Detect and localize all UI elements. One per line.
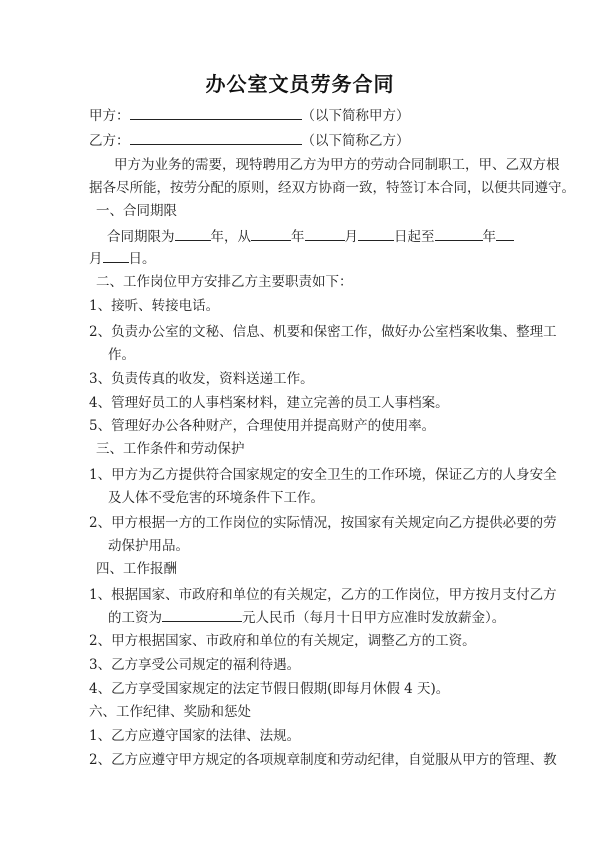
term-text-4: 月 bbox=[344, 229, 358, 245]
term-text-2: 年，从 bbox=[210, 229, 251, 245]
term-years-field[interactable] bbox=[175, 226, 211, 241]
condition-item-1-line-2: 及人体不受危害的环境条件下工作。 bbox=[108, 490, 324, 506]
intro-line-1: 甲方为业务的需要，现特聘用乙方为甲方的劳动合同制职工，甲、乙双方根 bbox=[114, 157, 560, 173]
pay-item-4: 4、乙方享受国家规定的法定节假日假期(即每月休假 4 天)。 bbox=[89, 681, 450, 697]
discipline-item-2: 2、乙方应遵守甲方规定的各项规章制度和劳动纪律，自觉服从甲方的管理、教 bbox=[89, 752, 557, 768]
document-title: 办公室文员劳务合同 bbox=[205, 72, 395, 96]
discipline-item-1: 1、乙方应遵守国家的法律、法规。 bbox=[89, 728, 301, 744]
duty-item-3: 3、负责传真的收发，资料送递工作。 bbox=[89, 371, 314, 387]
party-a-note: （以下简称甲方） bbox=[301, 108, 410, 124]
term-text-5: 日起至 bbox=[394, 229, 435, 245]
intro-line-2: 据各尽所能，按劳分配的原则，经双方协商一致，特签订本合同，以便共同遵守。 bbox=[89, 180, 575, 196]
duty-item-4: 4、管理好员工的人事档案材料，建立完善的员工人事档案。 bbox=[89, 395, 449, 411]
term-text-8: 日。 bbox=[128, 251, 156, 267]
contract-term-line-2 bbox=[89, 248, 156, 269]
term-text-1: 合同期限为 bbox=[107, 229, 175, 245]
pay-item-1-line-2 bbox=[108, 607, 505, 628]
start-year-field[interactable] bbox=[251, 226, 291, 241]
party-b-note: （以下简称乙方） bbox=[301, 133, 410, 149]
duty-item-5: 5、管理好办公各种财产，合理使用并提高财产的使用率。 bbox=[89, 418, 436, 434]
section-2-heading: 二、工作岗位甲方安排乙方主要职责如下： bbox=[96, 274, 353, 290]
condition-item-1-line-1: 1、甲方为乙方提供符合国家规定的安全卫生的工作环境，保证乙方的人身安全 bbox=[89, 467, 557, 483]
duty-item-2-line-1: 2、负责办公室的文秘、信息、机要和保密工作，做好办公室档案收集、整理工 bbox=[89, 324, 557, 340]
party-a-line bbox=[89, 105, 410, 126]
end-month-field-part[interactable] bbox=[496, 226, 514, 241]
end-day-field[interactable] bbox=[103, 248, 129, 263]
start-day-field[interactable] bbox=[358, 226, 394, 241]
condition-item-2-line-1: 2、甲方根据一方的工作岗位的实际情况，按国家有关规定向乙方提供必要的劳 bbox=[89, 515, 557, 531]
section-3-heading: 三、工作条件和劳动保护 bbox=[96, 441, 245, 457]
pay-item-1-line-1: 1、根据国家、市政府和单位的有关规定，乙方的工作岗位，甲方按月支付乙方 bbox=[89, 587, 557, 603]
salary-amount-field[interactable] bbox=[162, 607, 242, 622]
term-text-6: 年 bbox=[482, 229, 496, 245]
section-6-heading: 六、工作纪律、奖励和惩处 bbox=[89, 704, 251, 720]
condition-item-2-line-2: 动保护用品。 bbox=[108, 538, 189, 554]
duty-item-1: 1、接听、转接电话。 bbox=[89, 298, 220, 314]
party-a-name-field[interactable] bbox=[130, 105, 302, 120]
party-b-line bbox=[89, 130, 410, 151]
party-a-label: 甲方： bbox=[89, 108, 130, 124]
contract-term-line bbox=[107, 226, 514, 247]
start-month-field[interactable] bbox=[305, 226, 345, 241]
term-text-3: 年 bbox=[291, 229, 305, 245]
section-1-heading: 一、合同期限 bbox=[96, 203, 177, 219]
party-b-name-field[interactable] bbox=[130, 130, 302, 145]
term-text-7: 月 bbox=[89, 251, 103, 267]
duty-item-2-line-2: 作。 bbox=[108, 347, 135, 363]
pay-item-2: 2、甲方根据国家、市政府和单位的有关规定，调整乙方的工资。 bbox=[89, 633, 476, 649]
pay-item-3: 3、乙方享受公司规定的福利待遇。 bbox=[89, 657, 301, 673]
section-4-heading: 四、工作报酬 bbox=[96, 561, 177, 577]
party-b-label: 乙方： bbox=[89, 133, 130, 149]
end-year-field[interactable] bbox=[435, 226, 483, 241]
salary-text-2: 元人民币（每月十日甲方应准时发放薪金）。 bbox=[242, 610, 506, 626]
salary-text-1: 的工资为 bbox=[108, 610, 162, 626]
